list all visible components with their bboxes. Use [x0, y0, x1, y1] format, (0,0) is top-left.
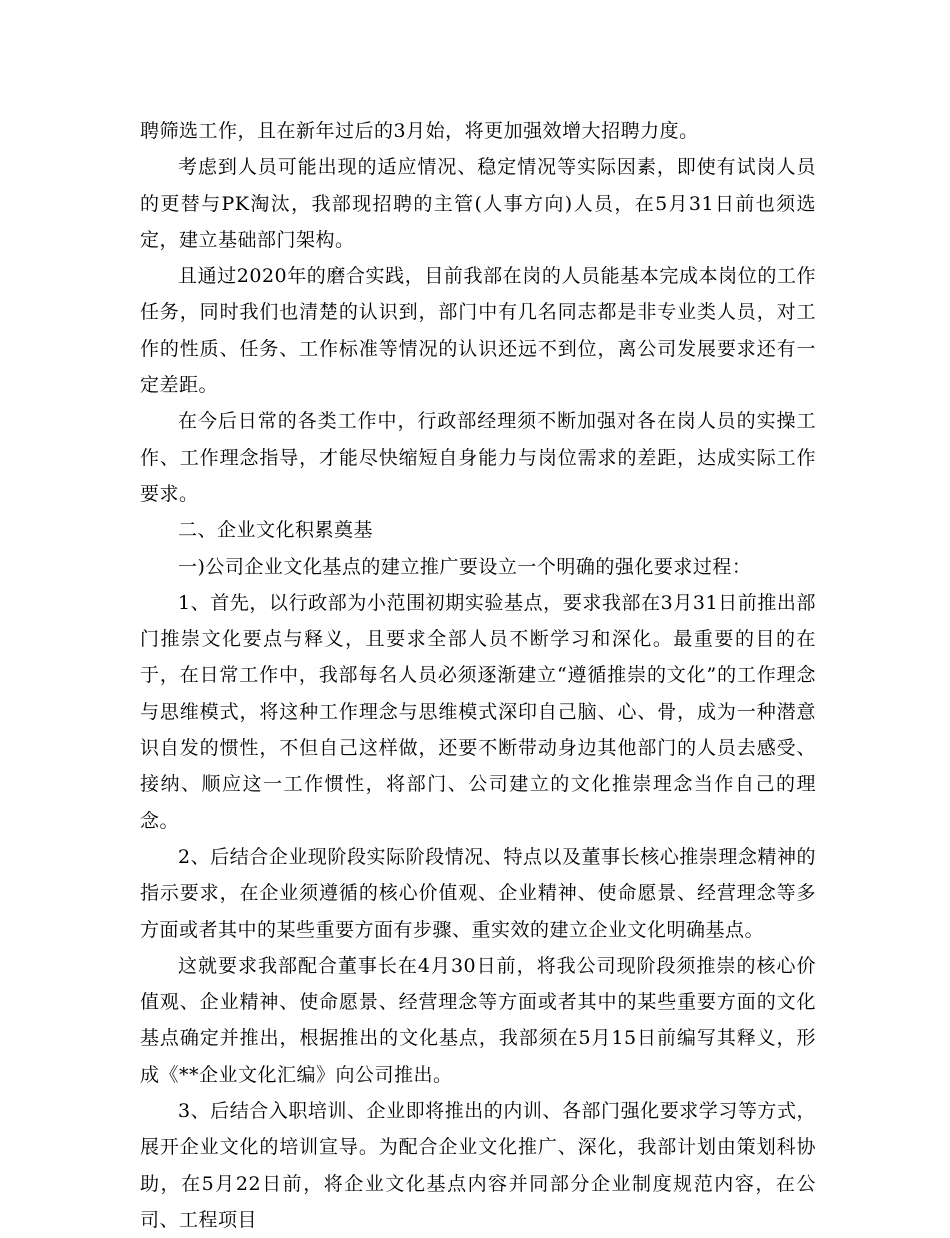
paragraph-item-1: 1、首先，以行政部为小范围初期实验基点，要求我部在3月31日前推出部门推崇文化要点与释义，且要求全部人员不断学习和深化。最重要的目的在于，在日常工作中，我部每名人员必须逐渐建立“遵循推崇的文化”的工作理念与思维模式，将这种工作理念与思维模式深印自己脑、心、骨，成为一种潜意识自发的惯性，不但自己这样做，还要不断带动身边其他部门的人员去感受、接纳、顺应这一工作惯性，将部门、公司建立的文化推崇理念当作自己的理念。 — [140, 591, 816, 832]
paragraph-item-2-detail: 这就要求我部配合董事长在4月30日前，将我公司现阶段须推崇的核心价值观、企业精神、使命愿景、经营理念等方面或者其中的某些重要方面的文化基点确定并推出，根据推出的文化基点，我部须在5月15日前编写其释义，形成《**企业文化汇编》向公司推出。 — [140, 954, 816, 1086]
paragraph-4: 在今后日常的各类工作中，行政部经理须不断加强对各在岗人员的实操工作、工作理念指导，才能尽快缩短自身能力与岗位需求的差距，达成实际工作要求。 — [140, 410, 816, 505]
document-body — [140, 113, 816, 1238]
paragraph-1: 聘筛选工作，且在新年过后的3月始，将更加强效增大招聘力度。 — [140, 120, 699, 142]
subsection-heading-1: 一)公司企业文化基点的建立推广要设立一个明确的强化要求过程： — [178, 555, 752, 578]
section-heading-2: 二、企业文化积累奠基 — [178, 519, 374, 542]
paragraph-item-3: 3、后结合入职培训、企业即将推出的内训、各部门强化要求学习等方式，展开企业文化的培训宣导。为配合企业文化推广、深化，我部计划由策划科协助，在5月22日前，将企业文化基点内容并同部分企业制度规范内容，在公司、工程项目 — [140, 1100, 816, 1231]
paragraph-item-2: 2、后结合企业现阶段实际阶段情况、特点以及董事长核心推崇理念精神的指示要求，在企业须遵循的核心价值观、企业精神、使命愿景、经营理念等多方面或者其中的某些重要方面有步骤、重实效的建立企业文化明确基点。 — [140, 845, 816, 941]
paragraph-2: 考虑到人员可能出现的适应情况、稳定情况等实际因素，即使有试岗人员的更替与PK淘汰，我部现招聘的主管(人事方向)人员，在5月31日前也须选定，建立基础部门架构。 — [140, 156, 816, 251]
paragraph-3: 且通过2020年的磨合实践，目前我部在岗的人员能基本完成本岗位的工作任务，同时我们也清楚的认识到，部门中有几名同志都是非专业类人员，对工作的性质、任务、工作标准等情况的认识还远不到位，离公司发展要求还有一定差距。 — [140, 265, 816, 397]
